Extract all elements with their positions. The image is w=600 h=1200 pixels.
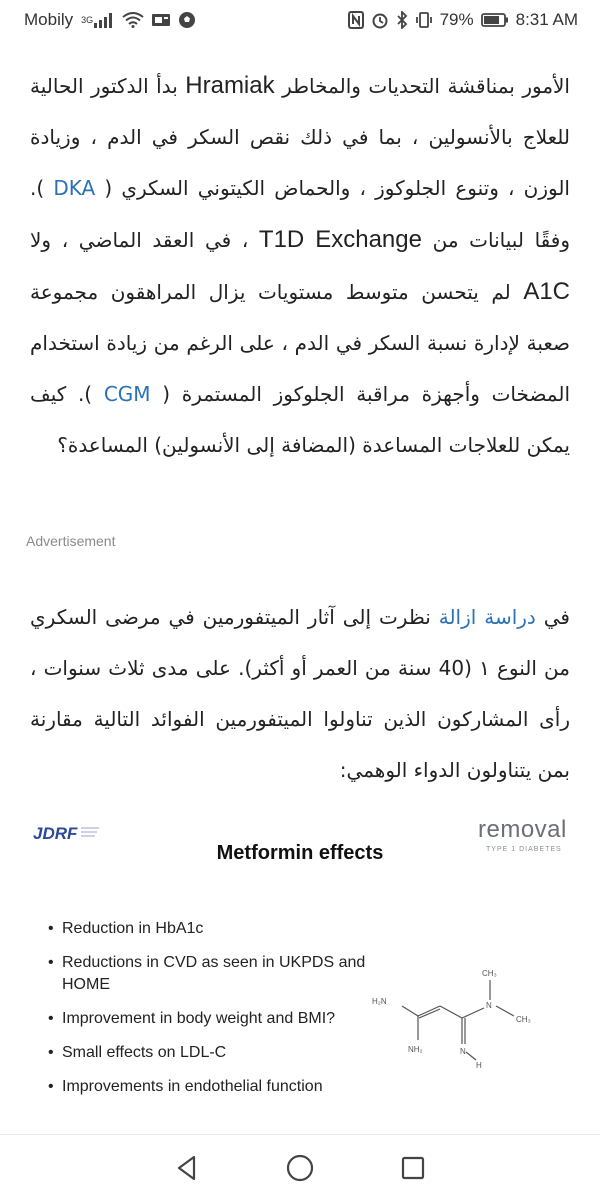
molecule-label-nh2: NH₂ [408, 1045, 423, 1054]
article-body [0, 60, 600, 471]
metformin-slide-image [0, 806, 600, 1136]
removal-logo-subtitle: TYPE 1 DIABETES [486, 846, 562, 853]
paragraph-text: نظرت إلى آثار الميتفورمين في مرضى السكري من النوع ١ (40 سنة من العمر أو أكثر). على مدى ثلاث سنوات ، رأى المشاركون الذين تناولوا الميتفورمين الفوائد التالية مقارنة بمن يتناولون الدواء الوهمي: [30, 605, 570, 782]
paragraph-text: ). كيف يمكن للعلاجات المساعدة (المضافة إلى الأنسولين) المساعدة؟ [30, 382, 570, 457]
carrier-name: Mobily [24, 10, 74, 29]
recents-icon [400, 1155, 426, 1181]
article-paragraph-2-container [30, 592, 570, 796]
system-nav-bar [0, 1134, 600, 1200]
clock: 8:31 AM [515, 10, 578, 29]
molecule-label-h: H [476, 1061, 482, 1070]
latin-term: A1C [523, 278, 570, 305]
status-left [24, 10, 196, 30]
inline-link[interactable]: DKA [53, 176, 96, 200]
article-paragraph-2 [30, 592, 570, 796]
molecule-label-ch3-top: CH₃ [482, 969, 497, 978]
slide-bullet: • Small effects on LDL-C [48, 1042, 368, 1064]
battery-icon [481, 12, 509, 28]
slide-bullet: • Improvement in body weight and BMI? [48, 1008, 368, 1030]
slide-bullet: • Reductions in CVD as seen in UKPDS and HOME [48, 952, 368, 996]
status-bar [0, 0, 600, 40]
molecule-label-nh: N [460, 1047, 466, 1056]
inline-link[interactable]: دراسة ازالة [438, 605, 536, 629]
nfc-icon [348, 11, 364, 29]
paragraph-text: ، في العقد الماضي ، ولا [30, 228, 259, 252]
svg-text:JDRF: JDRF [33, 824, 78, 843]
paragraph-text: ). وفقًا لبيانات من [30, 176, 570, 252]
home-icon [285, 1153, 315, 1183]
paragraph-text: في [535, 605, 570, 629]
paragraph-text: بدأ الدكتور الحالية للعلاج بالأنسولين ، بما في ذلك نقص السكر في الدم ، وزيادة الوزن ، وتنوع الجلوكوز ، والحماض الكيتوني السكري ( [30, 74, 570, 200]
battery-percent: 79% [439, 10, 474, 29]
article-paragraph-1 [30, 60, 570, 471]
slide-bullet: • Reduction in HbA1c [48, 918, 368, 940]
removal-logo-text: removal [478, 816, 567, 843]
message-icon [151, 12, 171, 28]
molecule-label-ch3-right: CH₃ [516, 1015, 531, 1024]
paragraph-text: لم يتحسن متوسط مستويات يزال المراهقون مجموعة صعبة لإدارة نسبة السكر في الدم ، على الرغم من زيادة استخدام المضخات وأجهزة مراقبة الجلوكوز المستمرة ( [30, 280, 570, 406]
back-icon [174, 1154, 200, 1182]
wifi-icon [122, 12, 144, 28]
slide-bullet-list [48, 918, 368, 1110]
soccer-icon [178, 11, 196, 29]
latin-term: T1D Exchange [258, 226, 422, 253]
advertisement-label: Advertisement [26, 533, 116, 549]
slide-bullet: • Improvements in endothelial function [48, 1076, 368, 1098]
network-type: 3G [81, 15, 94, 25]
slide-title: Metformin effects [216, 842, 384, 864]
latin-term: Hramiak [185, 72, 275, 99]
signal-icon [80, 12, 115, 28]
recents-button[interactable] [393, 1148, 433, 1188]
home-button[interactable] [280, 1148, 320, 1188]
status-right [348, 10, 578, 30]
back-button[interactable] [167, 1148, 207, 1188]
paragraph-text: الأمور بمناقشة التحديات والمخاطر [274, 74, 570, 98]
vibrate-icon [415, 11, 433, 29]
inline-link[interactable]: CGM [103, 382, 151, 406]
alarm-icon [371, 11, 389, 29]
bluetooth-icon [396, 11, 408, 29]
metformin-structure-diagram [366, 964, 546, 1094]
molecule-label-h2n: H₂N [372, 997, 387, 1006]
molecule-label-n: N [486, 1001, 492, 1010]
